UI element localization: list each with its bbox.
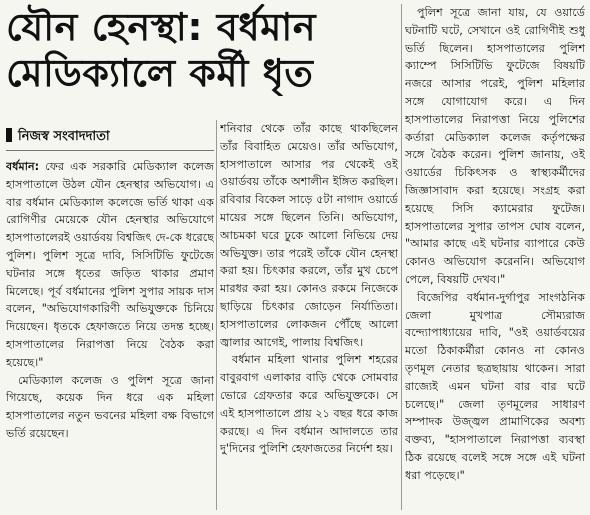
column1-text-1: ফের এক সরকারি মেডিক্যাল কলেজ হাসপাতালে উঠল যৌন হেনস্থার অভিযোগ। এ বার বর্ধমান মেডিক্যাল কলেজে ভর্তি থাকা এক রোগিণীর মেয়েকে যৌন হেনস্থার অভিযোগে হাসপাতালেরই ওয়ার্ডবয় বিশ্বজিৎ দে-কে ধরেছে পুলিশ। পুলিশ সূত্রে দাবি, সিসিটিভি ফুটেজে ঘটনার সঙ্গে ধৃতের জড়িত থাকার প্রমাণ মিলেছে। পূর্ব বর্ধমানের পুলিশ সুপার সায়ক দাস বলেন, "অভিযোগকারিণী অভিযুক্তকে চিনিয়ে দিয়েছেন। ধৃতকে হেফাজতে নিয়ে তদন্ত হচ্ছে। হাসপাতালের নিরাপত্তা নিয়ে বৈঠক করা হয়েছে।" [6,160,214,369]
headline-line-2: মেডিক্যালে কর্মী ধৃত [6,51,314,95]
article-column-3 [405,4,585,510]
headline [6,4,398,96]
byline-marker [6,128,12,142]
byline-divider [6,150,214,151]
byline [6,127,214,146]
column3-paragraph-1: পুলিশ সূত্রে জানা যায়, যে ওয়ার্ডে ঘটনাটি ঘটে, সেখানে ওই রোগিণীই শুধু ভর্তি ছিলেন। হাসপাতালের পুলিশ ক্যাম্পে সিসিটিভি ফুটেজে বিষয়টি নজরে আসার পরেই, পুলিশ মহিলার সঙ্গে যোগাযোগ করে। এ দিন হাসপাতালের নিরাপত্তা নিয়ে পুলিশের কর্তারা মেডিক্যাল কলেজ কর্তৃপক্ষের সঙ্গে বৈঠক করেন। পুলিশ জানায়, ওই ওয়ার্ডের চিকিৎসক ও স্বাস্থ্যকর্মীদের জিজ্ঞাসাবাদ করা হয়েছে। সংগ্রহ করা হয়েছে সিসি ক্যামেরার ফুটেজ। হাসপাতালের সুপার তাপস ঘোষ বলেন, "আমার কাছে এই ঘটনার ব্যাপারে কেউ কোনও অভিযোগ করেননি। অভিযোগ পেলে, বিষয়টি দেখব।" [405,6,585,286]
byline-text: নিজস্ব সংবাদদাতা [18,129,110,144]
column1-paragraph-2: মেডিক্যাল কলেজ ও পুলিশ সূত্রে জানা গিয়েছে, কয়েক দিন ধরে এক মহিলা হাসপাতালের নতুন ভবনের মহিলা বক্ষ বিভাগে ভর্তি রয়েছেন। [6,373,214,440]
article-column-1 [6,158,214,510]
column2-paragraph-2: বর্ধমান মহিলা থানার পুলিশ শহরের বাবুরবাগ এলাকার বাড়ি থেকে সোমবার ভোরে গ্রেফতার করে অভিযুক্তকে। সে এই হাসপাতালে প্রায় ২১ বছর ধরে কাজ করছে। এ দিন বর্ধমান আদালতে তার দু'দিনের পুলিশি হেফাজতের নির্দেশ হয়। [220,353,398,456]
column-divider-2 [401,4,402,510]
column2-paragraph-1: শনিবার থেকে তাঁর কাছে থাকছিলেন তাঁর বিবাহিত মেয়েও। তাঁর অভিযোগ, হাসপাতালে আসার পর থেকেই ওই ওয়ার্ডবয় তাঁকে অশালীন ইঙ্গিত করছিল। রবিবার বিকেল সাড়ে ৫টা নাগাদ ওয়ার্ডে মায়ের সঙ্গে ছিলেন তিনি। অভিযোগ, আচমকা ঘরে ঢুকে আলো নিভিয়ে দেয় অভিযুক্ত। তার পরেই তাঁকে যৌন হেনস্থা করা হয়। চিৎকার করলে, তাঁর মুখ চেপে মারধর করা হয়। কোনও রকমে নিজেকে ছাড়িয়ে চিৎকার জোড়েন নির্যাতিতা। হাসপাতালের লোকজন পৌঁছে আলো জ্বালার আগেই, পালায় বিশ্বজিৎ। [220,122,398,349]
article-column-2 [220,120,398,510]
column-divider-1 [216,120,217,510]
column1-paragraph-1 [6,158,214,372]
column3-paragraph-2: বিজেপির বর্ধমান-দুর্গাপুর সাংগঠনিক জেলা মুখপাত্র সৌম্যরাজ বন্দ্যোপাধ্যায়ের দাবি, "ওই ওয়ার্ডবয়ের মতো ঠিকাকর্মীরা কোনও না কোনও তৃণমূল নেতার ছত্রছায়ায় থাকেন। সারা রাজ্যেই এমন ঘটনা বার বার ঘটে চলেছে।" জেলা তৃণমূলের সাধারণ সম্পাদক উজ্জ্বল প্রামাণিকের অবশ্য বক্তব্য, "হাসপাতালে নিরাপত্তা ব্যবস্থা ঠিক রয়েছে বলেই সঙ্গে সঙ্গে এই ঘটনা ধরা পড়েছে।" [405,290,585,482]
headline-line-1: যৌন হেনস্থা: বর্ধমান [6,5,316,49]
dateline: বর্ধমান: [6,160,40,173]
